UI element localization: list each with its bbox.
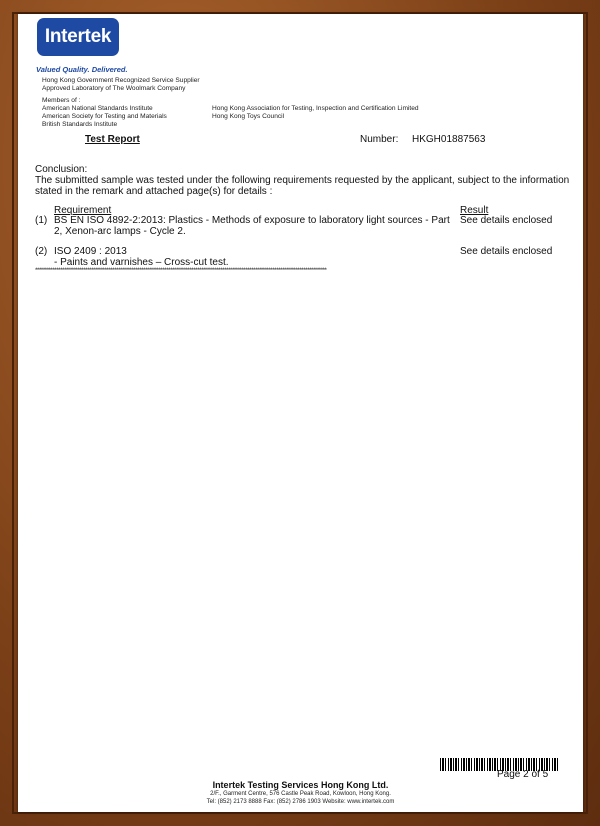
members-label: Members of : — [42, 97, 81, 104]
accreditation-line-1: Hong Kong Government Recognized Service Supplier — [42, 77, 200, 84]
conclusion-text-line-2: stated in the remark and attached page(s) for details : — [35, 186, 273, 197]
requirement-2-line-1: ISO 2409 : 2013 — [54, 246, 127, 257]
requirement-1-line-1: BS EN ISO 4892-2:2013: Plastics - Methods of exposure to laboratory light sources - Part — [54, 215, 450, 226]
conclusion-text-line-1: The submitted sample was tested under the following requirements requested by the applicant, subject to the information — [35, 175, 570, 186]
report-number-value: HKGH01887563 — [412, 134, 486, 145]
requirement-1-line-2: 2, Xenon-arc lamps - Cycle 2. — [54, 226, 186, 237]
member-hk-toys-council: Hong Kong Toys Council — [212, 113, 285, 120]
member-ansi: American National Standards Institute — [42, 105, 153, 112]
report-number-label: Number: — [360, 134, 399, 145]
accreditation-line-2: Approved Laboratory of The Woolmark Company — [42, 85, 186, 92]
page-number: Page 2 of 5 — [497, 769, 549, 780]
separator-line: ******************************************************************************************************************************************************* — [35, 267, 327, 274]
result-2: See details enclosed — [460, 246, 553, 257]
member-astm: American Society for Testing and Materials — [42, 113, 167, 120]
tagline: Valued Quality. Delivered. — [36, 65, 128, 74]
requirement-index-2: (2) — [35, 246, 48, 257]
member-hkatic: Hong Kong Association for Testing, Inspection and Certification Limited — [212, 105, 419, 112]
conclusion-label: Conclusion: — [35, 164, 88, 175]
footer-company: Intertek Testing Services Hong Kong Ltd. — [212, 780, 389, 790]
requirement-header: Requirement — [54, 205, 112, 216]
document-page — [18, 14, 583, 812]
result-header: Result — [460, 205, 489, 216]
requirement-2-line-2: - Paints and varnishes – Cross-cut test. — [54, 257, 229, 268]
intertek-logo — [37, 18, 119, 56]
footer-contact: Tel: (852) 2173 8888 Fax: (852) 2786 1903 Website: www.intertek.com — [206, 799, 395, 805]
requirement-index-1: (1) — [35, 215, 48, 226]
report-title: Test Report — [85, 134, 140, 145]
footer-address: 2/F., Garment Centre, 576 Castle Peak Road, Kowloon, Hong Kong. — [210, 791, 391, 797]
result-1: See details enclosed — [460, 215, 553, 226]
member-bsi: British Standards Institute — [42, 121, 118, 128]
logo-text: Intertek — [44, 26, 112, 47]
